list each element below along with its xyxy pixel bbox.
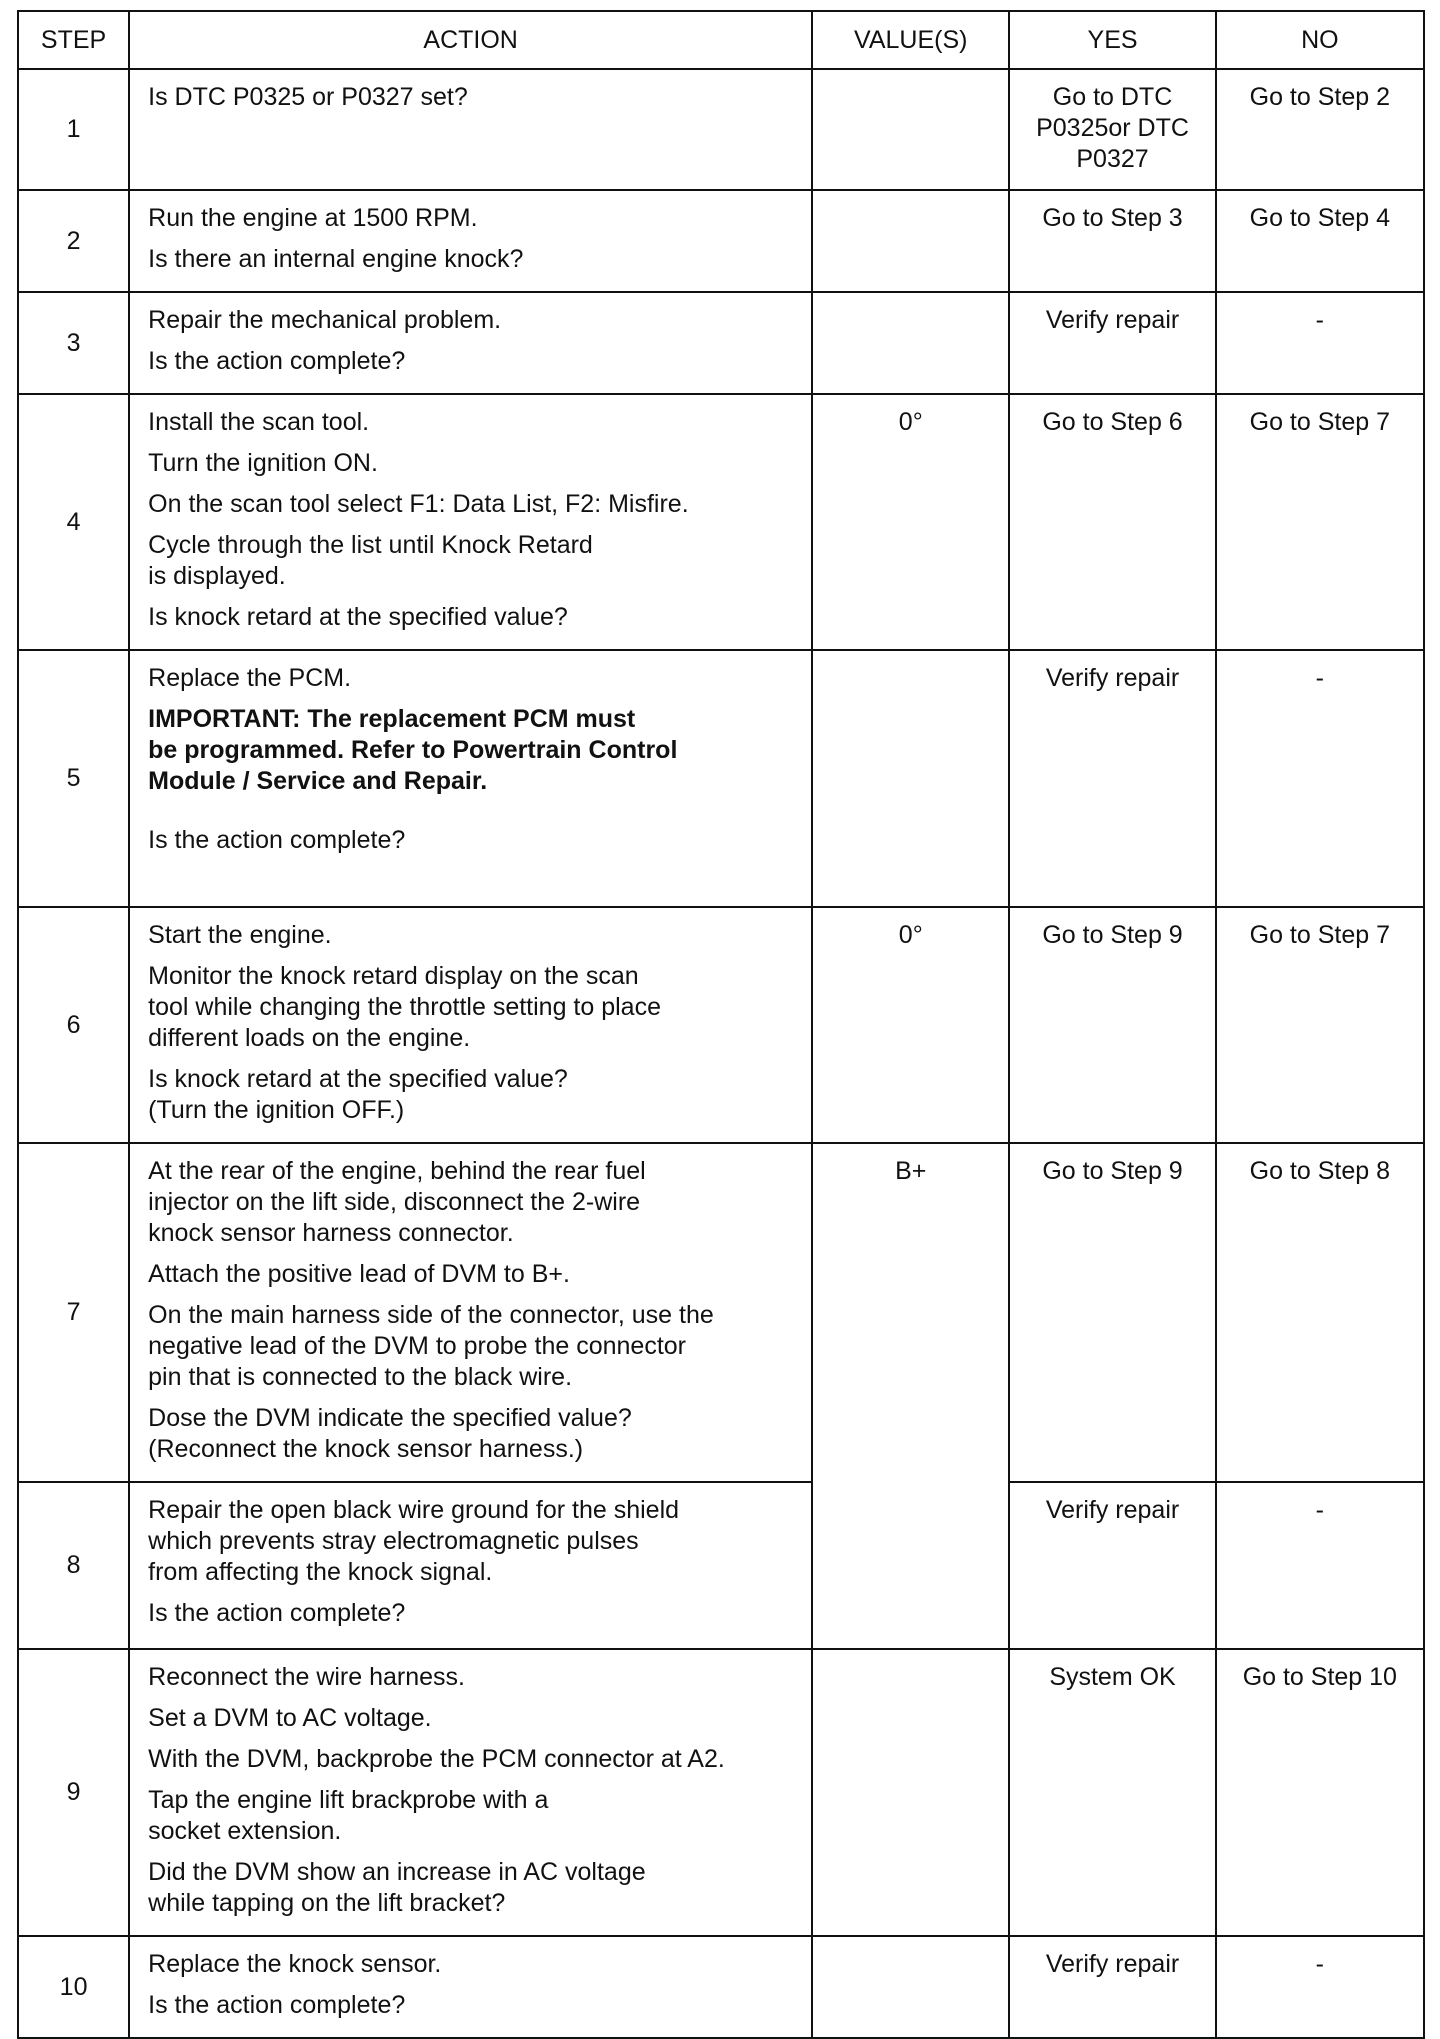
no-cell: -	[1216, 1936, 1424, 2038]
header-yes: YES	[1009, 11, 1215, 69]
step-number: 10	[18, 1936, 129, 2038]
step-number: 2	[18, 190, 129, 292]
header-action: ACTION	[129, 11, 812, 69]
diagnostic-table	[17, 10, 1425, 2039]
no-cell: Go to Step 8	[1216, 1143, 1424, 1482]
no-cell: -	[1216, 292, 1424, 394]
action-line: Is the action complete?	[148, 826, 406, 854]
table-row	[18, 1936, 1424, 2038]
table-row	[18, 650, 1424, 907]
yes-cell: Verify repair	[1009, 292, 1215, 394]
step-number: 5	[18, 650, 129, 907]
yes-cell: Go to Step 9	[1009, 1143, 1215, 1482]
step-number: 8	[18, 1482, 129, 1649]
table-row	[18, 1482, 1424, 1649]
step-number: 1	[18, 69, 129, 190]
action-line: Install the scan tool.	[148, 408, 370, 436]
action-line: Set a DVM to AC voltage.	[148, 1704, 432, 1732]
no-cell: Go to Step 4	[1216, 190, 1424, 292]
action-line: Run the engine at 1500 RPM.	[148, 204, 478, 232]
action-line: Reconnect the wire harness.	[148, 1663, 465, 1691]
table-row	[18, 1143, 1424, 1482]
action-line: Start the engine.	[148, 921, 332, 949]
value-cell	[812, 190, 1009, 292]
table-row	[18, 69, 1424, 190]
yes-cell: Go to DTC P0325or DTC P0327	[1009, 69, 1215, 190]
action-cell	[129, 394, 812, 650]
no-cell: -	[1216, 1482, 1424, 1649]
action-line: Replace the knock sensor.	[148, 1950, 442, 1978]
value-cell	[812, 69, 1009, 190]
action-line: With the DVM, backprobe the PCM connector at A2.	[148, 1745, 725, 1773]
important-note: IMPORTANT: The replacement PCM must be programmed. Refer to Powertrain Control Module / Service and Repair.	[148, 705, 678, 795]
header-step: STEP	[18, 11, 129, 69]
action-cell	[129, 1649, 812, 1936]
no-cell: Go to Step 7	[1216, 907, 1424, 1143]
yes-cell: Verify repair	[1009, 650, 1215, 907]
header-row	[18, 11, 1424, 69]
action-line: Tap the engine lift brackprobe with a socket extension.	[148, 1786, 549, 1845]
action-cell	[129, 907, 812, 1143]
action-line: Is DTC P0325 or P0327 set?	[148, 83, 468, 111]
step-number: 3	[18, 292, 129, 394]
action-cell	[129, 1482, 812, 1649]
action-line: Cycle through the list until Knock Retard is displayed.	[148, 531, 593, 590]
action-cell	[129, 69, 812, 190]
action-line: Is knock retard at the specified value? (Turn the ignition OFF.)	[148, 1065, 568, 1124]
yes-cell: Go to Step 9	[1009, 907, 1215, 1143]
action-line: Is the action complete?	[148, 1991, 406, 2019]
no-cell: Go to Step 10	[1216, 1649, 1424, 1936]
action-line: At the rear of the engine, behind the rear fuel injector on the lift side, disconnect the 2-wire knock sensor harness connector.	[148, 1157, 646, 1247]
table-row	[18, 394, 1424, 650]
action-line: Attach the positive lead of DVM to B+.	[148, 1260, 570, 1288]
yes-cell: Go to Step 3	[1009, 190, 1215, 292]
action-line: Replace the PCM.	[148, 664, 352, 692]
table-row	[18, 907, 1424, 1143]
no-cell: Go to Step 2	[1216, 69, 1424, 190]
no-cell: -	[1216, 650, 1424, 907]
table-row	[18, 190, 1424, 292]
action-line: Monitor the knock retard display on the scan tool while changing the throttle setting to place different loads on the engine.	[148, 962, 661, 1052]
action-line: Is there an internal engine knock?	[148, 245, 524, 273]
action-cell	[129, 1143, 812, 1482]
header-no: NO	[1216, 11, 1424, 69]
step-number: 6	[18, 907, 129, 1143]
action-line: Turn the ignition ON.	[148, 449, 378, 477]
table-row	[18, 292, 1424, 394]
action-line: Repair the open black wire ground for the shield which prevents stray electromagnetic pulses from affecting the knock signal.	[148, 1496, 680, 1586]
step-number: 9	[18, 1649, 129, 1936]
action-line: On the scan tool select F1: Data List, F2: Misfire.	[148, 490, 689, 518]
value-cell: B+	[812, 1143, 1009, 1482]
action-cell	[129, 292, 812, 394]
step-number: 7	[18, 1143, 129, 1482]
value-cell	[812, 1649, 1009, 1936]
action-cell	[129, 190, 812, 292]
header-value: VALUE(S)	[812, 11, 1009, 69]
action-line: Did the DVM show an increase in AC voltage while tapping on the lift bracket?	[148, 1858, 646, 1917]
action-line: Is knock retard at the specified value?	[148, 603, 568, 631]
action-cell	[129, 1936, 812, 2038]
table-row	[18, 1649, 1424, 1936]
yes-cell: Verify repair	[1009, 1936, 1215, 2038]
value-cell	[812, 1482, 1009, 1649]
action-line: Is the action complete?	[148, 1599, 406, 1627]
value-cell	[812, 292, 1009, 394]
value-cell	[812, 650, 1009, 907]
action-line: On the main harness side of the connector, use the negative lead of the DVM to probe the connector pin that is connected to the black wire.	[148, 1301, 714, 1391]
no-cell: Go to Step 7	[1216, 394, 1424, 650]
action-line: Repair the mechanical problem.	[148, 306, 502, 334]
yes-cell: System OK	[1009, 1649, 1215, 1936]
action-line: Dose the DVM indicate the specified value? (Reconnect the knock sensor harness.)	[148, 1404, 632, 1463]
action-line: Is the action complete?	[148, 347, 406, 375]
value-cell	[812, 1936, 1009, 2038]
value-cell: 0°	[812, 907, 1009, 1143]
value-cell: 0°	[812, 394, 1009, 650]
yes-cell: Go to Step 6	[1009, 394, 1215, 650]
table-body	[18, 69, 1424, 2038]
action-cell	[129, 650, 812, 907]
yes-cell: Verify repair	[1009, 1482, 1215, 1649]
step-number: 4	[18, 394, 129, 650]
